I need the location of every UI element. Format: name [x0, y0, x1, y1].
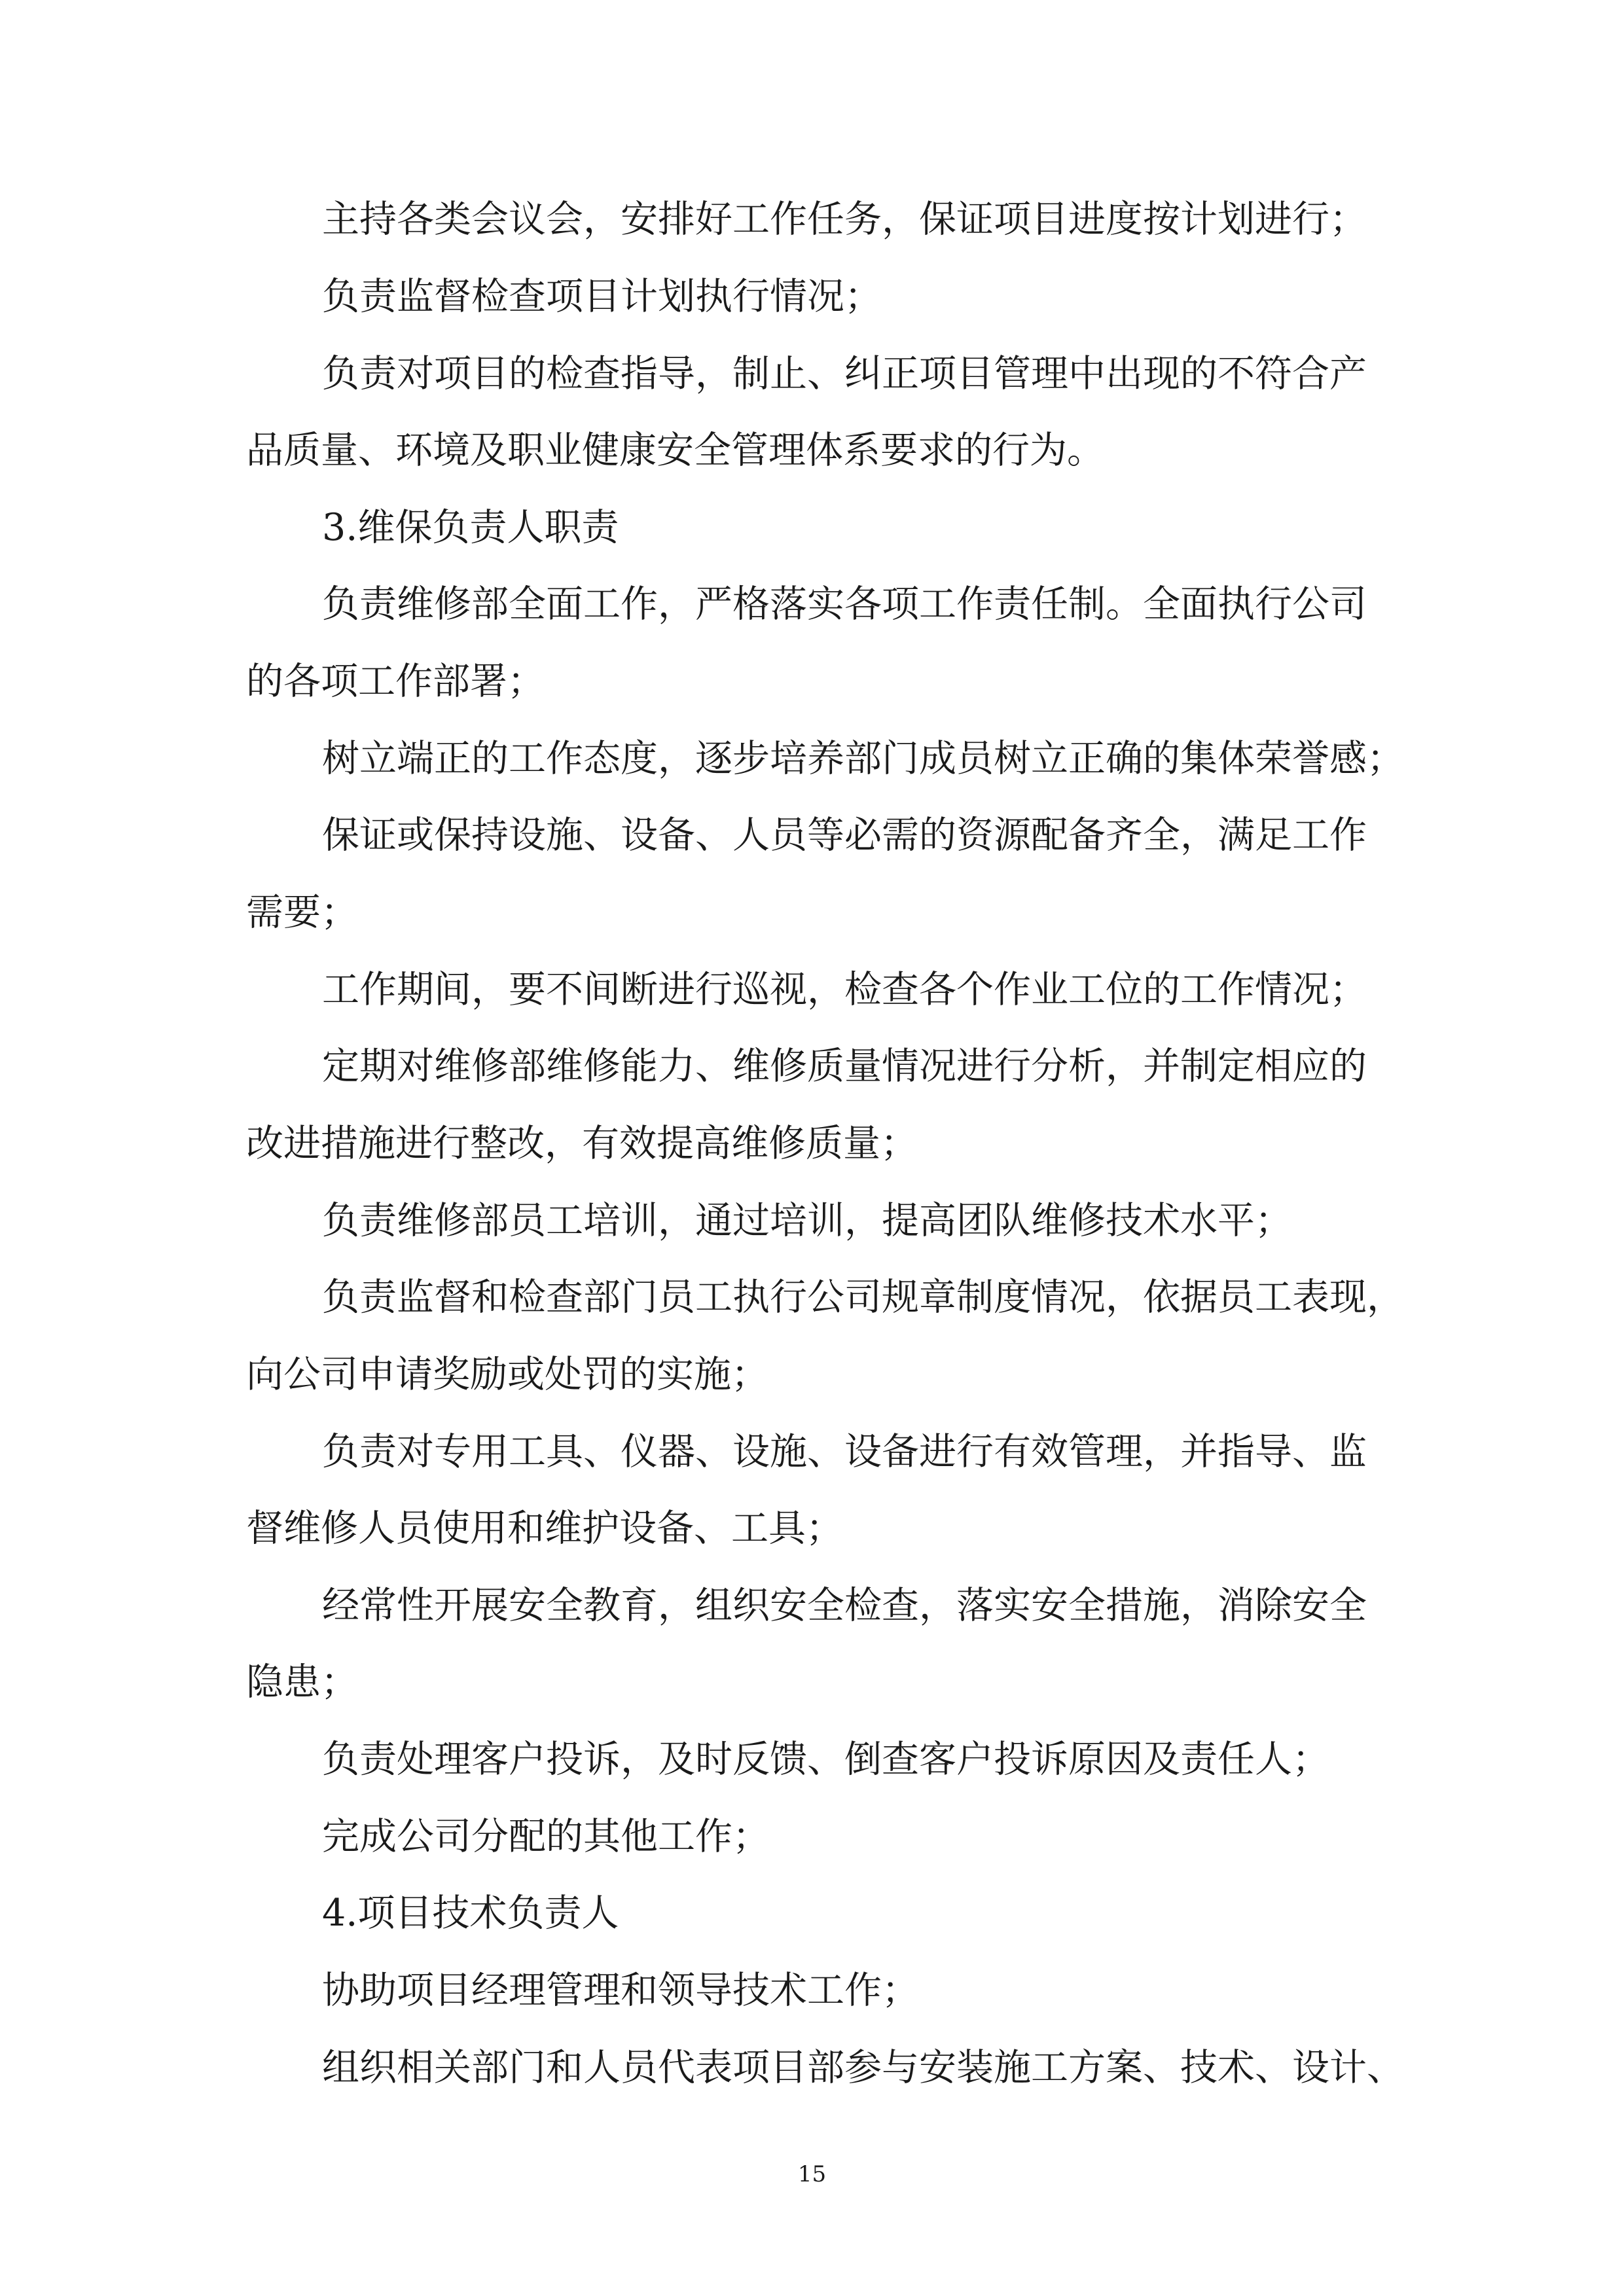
page-number: 15 — [797, 2161, 827, 2187]
text-line: 督维修人员使用和维护设备、工具； — [246, 1507, 843, 1550]
text-line: 隐患； — [246, 1660, 358, 1704]
text-line: 负责监督检查项目计划执行情况； — [322, 275, 882, 318]
text-line: 树立端正的工作态度，逐步培养部门成员树立正确的集体荣誉感； — [322, 737, 1404, 780]
text-line: 保证或保持设施、设备、人员等必需的资源配备齐全，满足工作 — [322, 814, 1367, 857]
text-line: 定期对维修部维修能力、维修质量情况进行分析，并制定相应的 — [322, 1045, 1367, 1088]
text-line: 负责处理客户投诉，及时反馈、倒查客户投诉原因及责任人； — [322, 1738, 1329, 1781]
text-line: 需要； — [246, 891, 358, 934]
text-line: 负责维修部全面工作，严格落实各项工作责任制。全面执行公司 — [322, 583, 1367, 626]
text-line: 负责对专用工具、仪器、设施、设备进行有效管理，并指导、监 — [322, 1430, 1367, 1473]
text-line: 负责维修部员工培训，通过培训，提高团队维修技术水平； — [322, 1199, 1292, 1242]
section-heading: 3.维保负责人职责 — [322, 506, 619, 549]
text-line: 负责监督和检查部门员工执行公司规章制度情况，依据员工表现， — [322, 1276, 1404, 1319]
text-line: 完成公司分配的其他工作； — [322, 1815, 770, 1858]
text-line: 主持各类会议会，安排好工作任务，保证项目进度按计划进行； — [322, 198, 1367, 241]
text-line: 工作期间，要不间断进行巡视，检查各个作业工位的工作情况； — [322, 968, 1367, 1011]
text-line: 负责对项目的检查指导，制止、纠正项目管理中出现的不符合产 — [322, 352, 1367, 395]
text-line: 经常性开展安全教育，组织安全检查，落实安全措施，消除安全 — [322, 1584, 1367, 1627]
text-line: 的各项工作部署； — [246, 660, 545, 703]
text-line: 组织相关部门和人员代表项目部参与安装施工方案、技术、设计、 — [322, 2046, 1404, 2089]
text-line: 协助项目经理管理和领导技术工作； — [322, 1969, 919, 2012]
text-line: 改进措施进行整改，有效提高维修质量； — [246, 1122, 918, 1165]
text-line: 品质量、环境及职业健康安全管理体系要求的行为。 — [246, 429, 1104, 472]
text-line: 向公司申请奖励或处罚的实施； — [246, 1353, 768, 1396]
section-heading: 4.项目技术负责人 — [322, 1892, 619, 1935]
